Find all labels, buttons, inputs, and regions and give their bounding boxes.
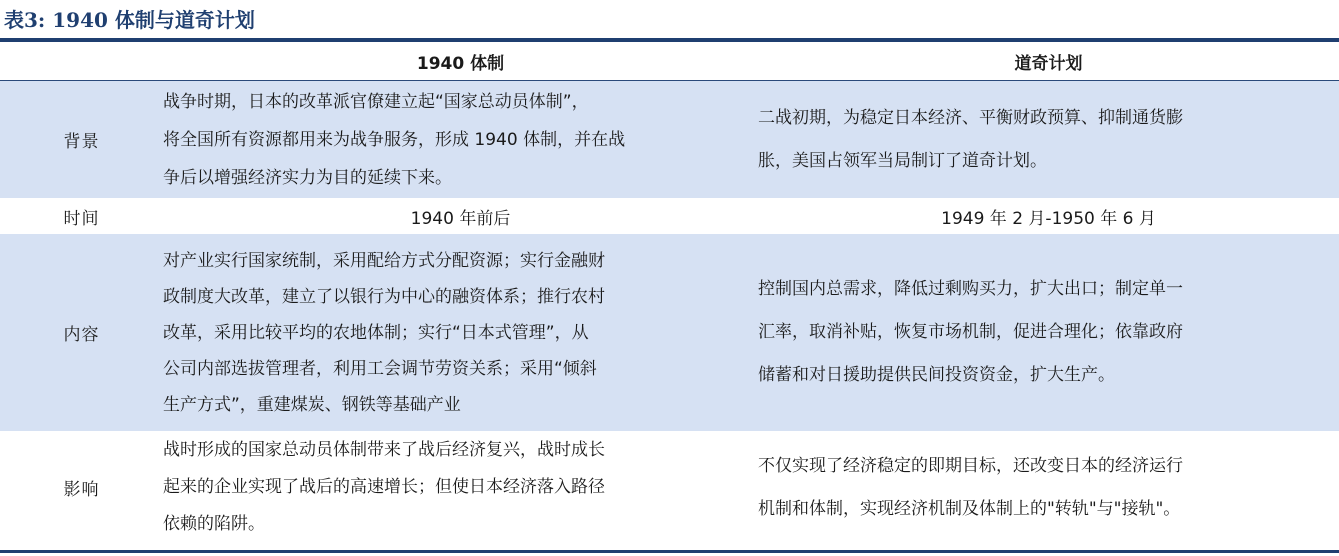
comparison-table — [0, 42, 1339, 544]
text-line: 1940 年前后 — [410, 208, 511, 229]
text-line: 汇率，取消补贴，恢复市场机制，促进合理化；依靠政府 — [758, 322, 1183, 342]
header-1940-system: 1940 体制 — [163, 42, 758, 81]
header-row — [0, 42, 1339, 81]
content-dodge-cell — [758, 234, 1339, 431]
table-row-background — [0, 81, 1339, 199]
text-line: 政制度大改革，建立了以银行为中心的融资体系；推行农村 — [163, 286, 605, 307]
row-label-content: 内容 — [0, 234, 163, 431]
table-row-impact — [0, 431, 1339, 544]
row-label-time: 时间 — [0, 198, 163, 234]
text-line: 不仅实现了经济稳定的即期目标，还改变日本的经济运行 — [758, 455, 1183, 476]
impact-dodge-cell — [758, 431, 1339, 544]
text-line: 1949 年 2 月-1950 年 6 月 — [941, 208, 1156, 229]
text-line: 改革，采用比较平均的农地体制；实行“日本式管理”，从 — [163, 322, 589, 343]
text-line: 公司内部选拔管理者，利用工会调节劳资关系；采用“倾斜 — [163, 358, 597, 379]
text-line: 对产业实行国家统制，采用配给方式分配资源；实行金融财 — [163, 250, 605, 271]
table-row-content — [0, 234, 1339, 431]
text-line: 控制国内总需求，降低过剩购买力，扩大出口；制定单一 — [758, 279, 1183, 299]
background-dodge-cell — [758, 81, 1339, 199]
text-line: 争后以增强经济实力为目的延续下来。 — [163, 167, 452, 188]
bottom-rule — [0, 550, 1339, 553]
text-line: 二战初期，为稳定日本经济、平衡财政预算、抑制通货膨 — [758, 107, 1183, 128]
text-line: 战争时期，日本的改革派官僚建立起“国家总动员体制”， — [163, 91, 589, 112]
time-dodge-cell — [758, 198, 1339, 234]
content-1940-cell — [163, 234, 758, 431]
text-line: 胀，美国占领军当局制订了道奇计划。 — [758, 150, 1047, 171]
row-label-impact: 影响 — [0, 431, 163, 544]
header-dodge-plan: 道奇计划 — [758, 42, 1339, 81]
text-line: 生产方式”，重建煤炭、钢铁等基础产业 — [163, 394, 461, 415]
time-1940-cell — [163, 198, 758, 234]
row-label-background: 背景 — [0, 81, 163, 199]
text-line: 将全国所有资源都用来为战争服务，形成 1940 体制，并在战 — [163, 129, 626, 150]
background-1940-cell — [163, 81, 758, 199]
header-label-cell — [0, 42, 163, 81]
text-line: 依赖的陷阱。 — [163, 514, 265, 534]
impact-1940-cell — [163, 431, 758, 544]
table-caption: 表3: 1940 体制与道奇计划 — [4, 8, 255, 32]
text-line: 储蓄和对日援助提供民间投资资金，扩大生产。 — [758, 365, 1115, 385]
text-line: 机制和体制，实现经济机制及体制上的"转轨"与"接轨"。 — [758, 498, 1181, 519]
text-line: 起来的企业实现了战后的高速增长；但使日本经济落入路径 — [163, 477, 605, 497]
text-line: 战时形成的国家总动员体制带来了战后经济复兴，战时成长 — [163, 440, 605, 460]
table-row-time — [0, 198, 1339, 234]
